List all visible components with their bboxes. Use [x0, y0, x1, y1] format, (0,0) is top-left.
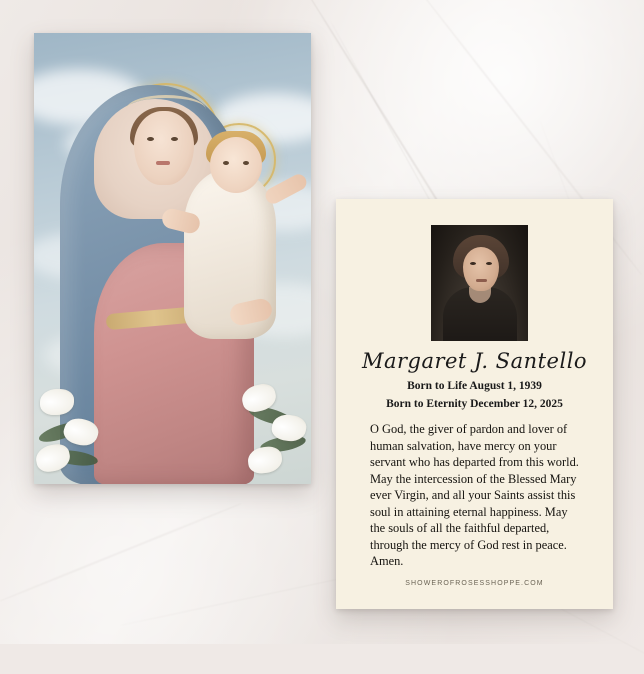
- child-face: [210, 137, 262, 193]
- portrait-eye: [486, 262, 492, 265]
- death-date: Born to Eternity December 12, 2025: [386, 398, 563, 410]
- marble-vein: [0, 503, 241, 602]
- portrait-face: [463, 247, 499, 291]
- prayer-text: O God, the giver of pardon and lover of human salvation, have mercy on your servant who has departed from this world. May the intercession of the Blessed Mary ever Virgin, and all your Saints assist this soul in attaining eternal happiness. May the souls of all the faithful departed, through the mercy of God rest in peace. Amen.: [370, 422, 579, 568]
- lily-flower: [40, 389, 74, 415]
- mary-eye: [171, 137, 178, 141]
- veil-trim: [126, 95, 206, 124]
- holy-image-card: [34, 33, 311, 484]
- memorial-name: Margaret J. Santello: [361, 349, 588, 373]
- portrait-image: [431, 225, 528, 341]
- portrait-mouth: [476, 279, 487, 282]
- portrait-eye: [470, 262, 476, 265]
- child-eye: [243, 161, 249, 165]
- shop-website-footer: SHOWEROFROSESSHOPPE.COM: [405, 580, 544, 587]
- mary-eye: [147, 137, 154, 141]
- portrait-photo: [431, 225, 528, 341]
- memorial-card: [336, 199, 613, 609]
- child-eye: [223, 161, 229, 165]
- madonna-and-child-illustration: [34, 33, 311, 484]
- born-date: Born to Life August 1, 1939: [407, 380, 542, 392]
- mary-mouth: [156, 161, 170, 165]
